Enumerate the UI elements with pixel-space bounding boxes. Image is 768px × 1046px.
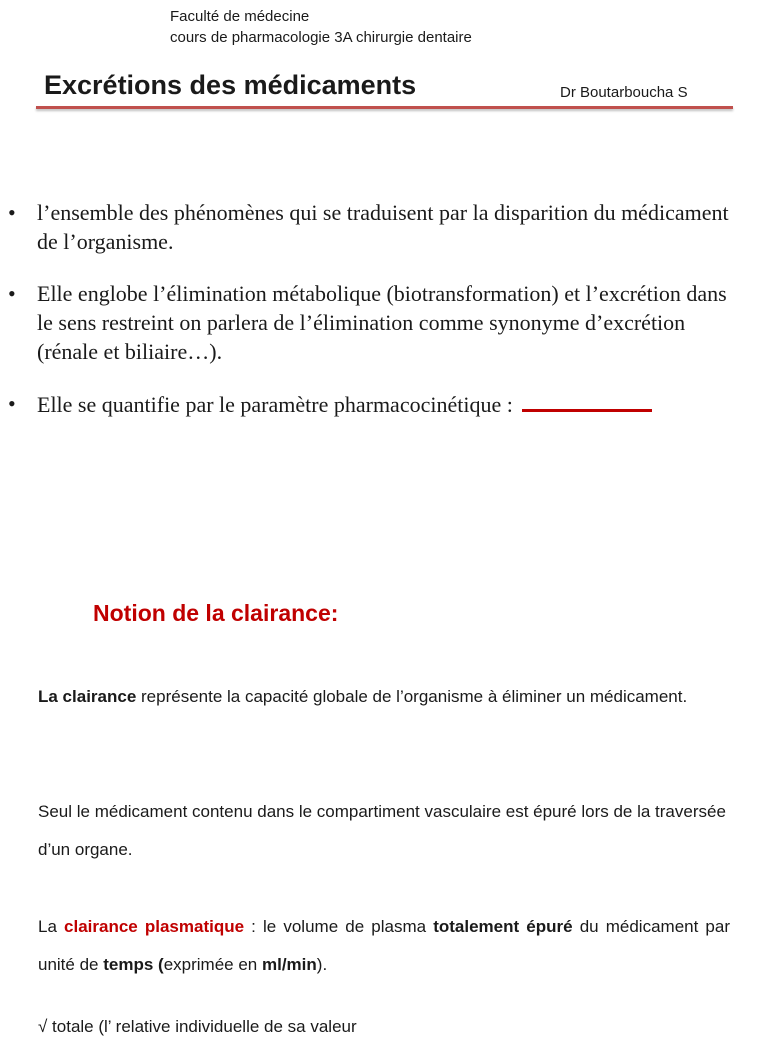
term-totalement-epure: totalement épuré [433, 917, 573, 936]
author-name: Dr Boutarboucha S [560, 84, 688, 101]
bullet-item-3 [8, 389, 748, 419]
paragraph-text: ). [316, 955, 328, 974]
bullet-marker: • [8, 281, 16, 306]
paragraph-cutoff: √ totale (l’ relative individuelle de sa valeur [38, 1017, 357, 1036]
bullet-list [8, 198, 748, 442]
paragraph-text: du médicament par unité de [38, 917, 731, 974]
paragraph-text: La [38, 917, 65, 936]
faculty-line-2: cours de pharmacologie 3A chirurgie dentaire [170, 29, 472, 46]
paragraph-text: exprimée en [163, 955, 262, 974]
section-title: Notion de la clairance: [93, 600, 339, 626]
faculty-header [170, 6, 472, 48]
bullet-text: Elle se quantifie par le paramètre pharmacocinétique : [37, 392, 513, 417]
bullet-marker: • [8, 391, 16, 416]
bullet-text: Elle englobe l’élimination métabolique (biotransformation) et l’excrétion dans le sens restreint on parlera de l’élimination comme synonyme d’excrétion (rénale et biliaire…). [37, 281, 727, 364]
paragraph-clairance-definition [38, 678, 730, 716]
bullet-item-1 [8, 198, 748, 256]
paragraph-text: représente la capacité globale de l’organisme à éliminer un médicament. [136, 687, 688, 706]
term-unit: ml/min [261, 955, 317, 974]
bullet-marker: • [8, 200, 16, 225]
page-title: Excrétions des médicaments [44, 70, 417, 100]
title-underline [36, 106, 733, 109]
bullet-item-2 [8, 279, 748, 366]
faculty-line-1: Faculté de médecine [170, 8, 310, 25]
term-temps: temps ( [103, 955, 164, 974]
paragraph-clairance-plasmatique [38, 908, 730, 984]
paragraph-vascular: Seul le médicament contenu dans le compartiment vasculaire est épuré lors de la traversée d’un organe. [38, 802, 726, 859]
fill-in-blank [522, 389, 652, 412]
term-clairance-plasmatique: clairance plasmatique [64, 917, 245, 936]
term-clairance: La clairance [38, 687, 137, 706]
paragraph-text: : le volume de plasma [244, 917, 434, 936]
bullet-text: l’ensemble des phénomènes qui se traduisent par la disparition du médicament de l’organisme. [37, 200, 729, 254]
